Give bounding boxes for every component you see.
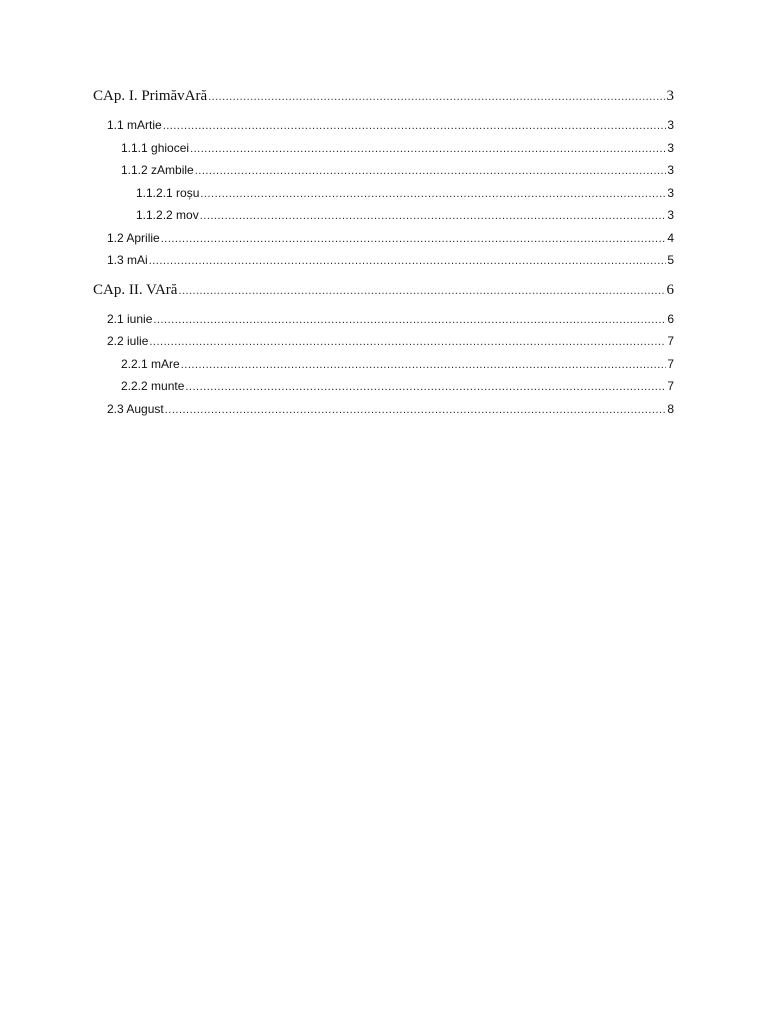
toc-dot-leader xyxy=(149,331,666,353)
toc-dot-leader xyxy=(153,309,666,331)
toc-dot-leader xyxy=(195,160,667,182)
toc-dot-leader xyxy=(178,278,665,302)
toc-dot-leader xyxy=(185,376,666,398)
toc-page-number: 7 xyxy=(667,356,674,371)
toc-entry-label: 2.2 iulie xyxy=(107,334,149,348)
toc-entry-1-1-2[interactable] xyxy=(93,159,674,182)
toc-entry-2-2-2[interactable] xyxy=(93,375,674,398)
toc-entry-label: 1.1.2.1 roșu xyxy=(136,185,200,200)
toc-entry-label: 1.1.2.2 mov xyxy=(136,208,199,222)
toc-entry-label: 1.3 mAi xyxy=(107,253,148,267)
toc-page-number: 3 xyxy=(667,140,674,155)
toc-dot-leader xyxy=(190,138,666,160)
toc-entry-2-2[interactable] xyxy=(93,330,674,353)
toc-page-number: 4 xyxy=(667,230,674,245)
toc-entry-label: 2.2.1 mAre xyxy=(121,356,180,371)
toc-entry-label: CAp. II. VAră xyxy=(93,281,178,298)
toc-page-number: 5 xyxy=(667,253,674,267)
toc-dot-leader xyxy=(200,183,666,205)
toc-entry-label: 2.3 August xyxy=(107,401,164,416)
toc-entry-label: 2.2.2 munte xyxy=(121,379,185,393)
toc-entry-label: 2.1 iunie xyxy=(107,311,153,326)
toc-page-number: 8 xyxy=(667,401,674,416)
toc-entry-label: CAp. I. PrimăvAră xyxy=(93,88,208,104)
toc-page-number: 3 xyxy=(666,88,674,104)
toc-page-number: 6 xyxy=(667,311,674,326)
toc-page-number: 7 xyxy=(667,379,674,393)
toc-entry-2-2-1[interactable] xyxy=(93,353,674,376)
toc-entry-label: 1.2 Aprilie xyxy=(107,230,160,245)
toc-page-number: 7 xyxy=(667,334,674,348)
toc-dot-leader xyxy=(208,84,665,108)
toc-entry-1-1[interactable] xyxy=(93,114,674,137)
toc-page-number: 3 xyxy=(667,185,674,200)
toc-dot-leader xyxy=(181,354,667,376)
table-of-contents xyxy=(93,84,674,420)
toc-dot-leader xyxy=(163,115,667,137)
toc-dot-leader xyxy=(149,250,667,272)
toc-entry-2-1[interactable] xyxy=(93,308,674,331)
toc-dot-leader xyxy=(165,399,667,421)
toc-dot-leader xyxy=(161,228,667,250)
toc-entry-1-1-2-2[interactable] xyxy=(93,204,674,227)
toc-page-number: 3 xyxy=(667,208,674,222)
toc-entry-chapter-1[interactable] xyxy=(93,84,674,108)
toc-entry-1-1-1[interactable] xyxy=(93,137,674,160)
toc-entry-1-2[interactable] xyxy=(93,227,674,250)
toc-page-number: 3 xyxy=(667,163,674,177)
toc-entry-label: 1.1 mArtie xyxy=(107,118,162,132)
toc-dot-leader xyxy=(200,205,667,227)
toc-entry-2-3[interactable] xyxy=(93,398,674,421)
toc-page-number: 3 xyxy=(667,118,674,132)
toc-entry-1-3[interactable] xyxy=(93,249,674,272)
toc-entry-label: 1.1.1 ghiocei xyxy=(121,140,190,155)
toc-entry-label: 1.1.2 zAmbile xyxy=(121,163,194,177)
toc-entry-chapter-2[interactable] xyxy=(93,278,674,302)
toc-entry-1-1-2-1[interactable] xyxy=(93,182,674,205)
toc-page-number: 6 xyxy=(666,281,674,298)
